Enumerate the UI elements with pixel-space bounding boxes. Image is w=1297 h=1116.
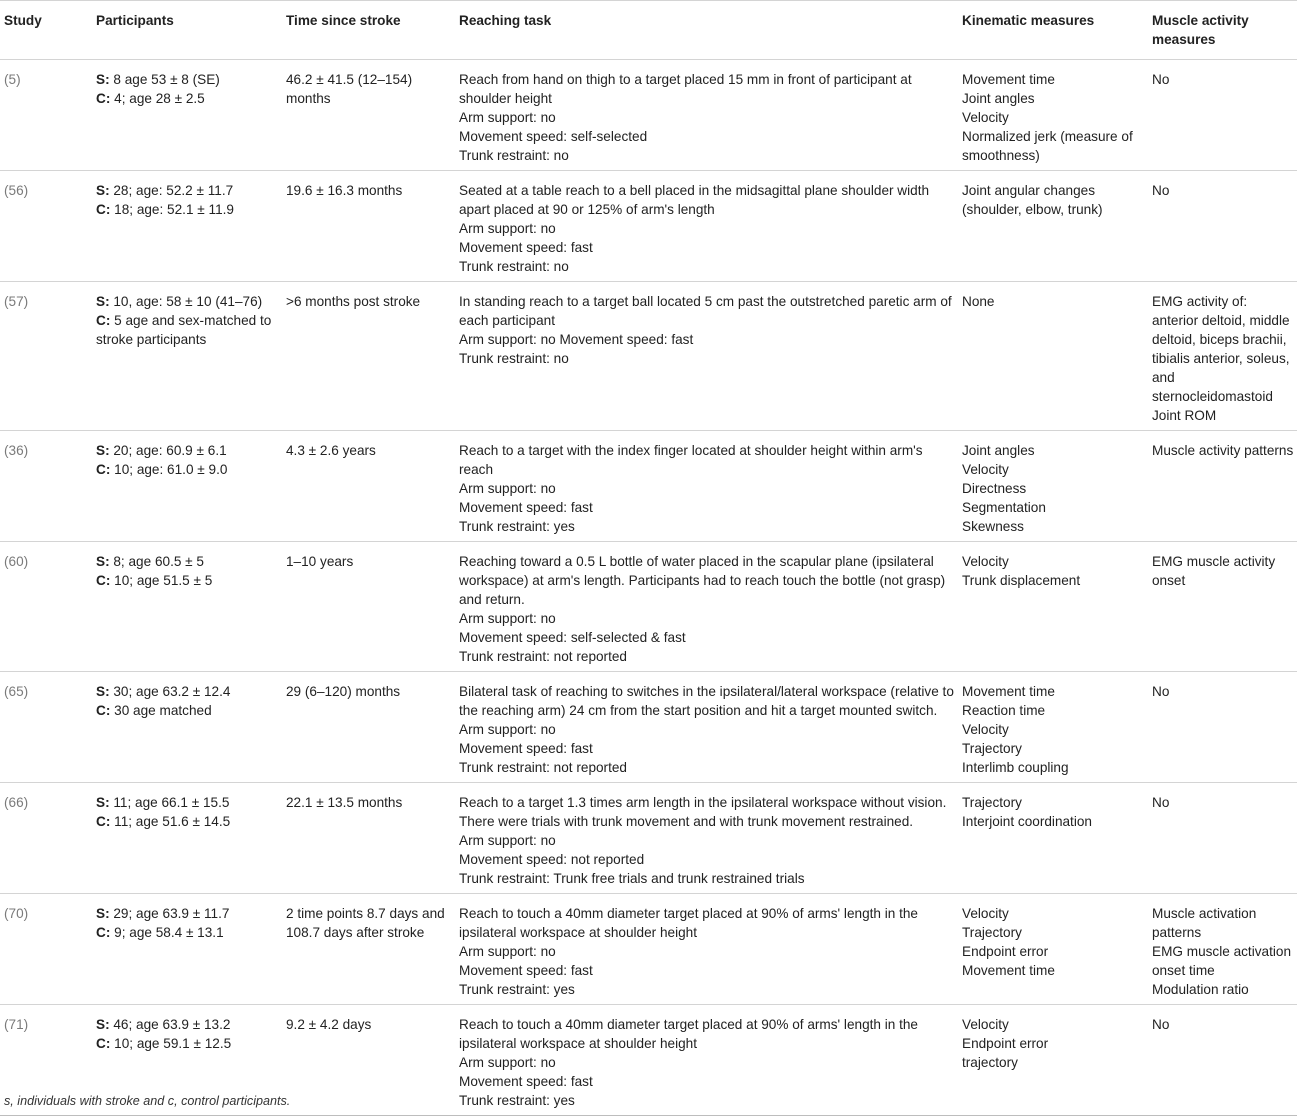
participant-group-label: S: xyxy=(96,72,110,87)
participant-group-label: C: xyxy=(96,703,111,718)
participant-group-value: 20; age: 60.9 ± 6.1 xyxy=(113,443,227,458)
muscle-activity-measure: Modulation ratio xyxy=(1152,982,1249,997)
table-row xyxy=(0,60,1297,171)
muscle-activity-measure: Muscle activity patterns xyxy=(1152,443,1294,458)
table-row xyxy=(0,783,1297,894)
time-since-stroke-cell: 22.1 ± 13.5 months xyxy=(286,795,403,810)
reaching-task-line: Trunk restraint: Trunk free trials and trunk restrained trials xyxy=(459,871,805,886)
header-muscle-activity-measures: Muscle activity measures xyxy=(1152,13,1249,47)
reaching-task-line: Reaching toward a 0.5 L bottle of water placed in the scapular plane (ipsilateral workspace) at arm's length. Participants had to reach touch the bottle (not grasp) and return. xyxy=(459,554,946,607)
participant-group-value: 18; age: 52.1 ± 11.9 xyxy=(114,202,234,217)
muscle-activity-measure: Joint ROM xyxy=(1152,408,1217,423)
kinematic-measure: Trunk displacement xyxy=(962,573,1081,588)
reaching-task-cell xyxy=(455,60,958,171)
participant-group xyxy=(96,181,280,200)
time-since-stroke-cell: 2 time points 8.7 days and 108.7 days after stroke xyxy=(286,906,445,940)
reaching-task-line: Arm support: no xyxy=(459,1055,556,1070)
kinematic-measure: Trajectory xyxy=(962,795,1022,810)
study-reference-link: (5) xyxy=(4,72,21,87)
participant-group-value: 46; age 63.9 ± 13.2 xyxy=(113,1017,231,1032)
participant-group-label: C: xyxy=(96,313,111,328)
participant-group xyxy=(96,904,280,923)
reaching-task-line: Arm support: no Movement speed: fast xyxy=(459,332,694,347)
reaching-task-line: Movement speed: self-selected & fast xyxy=(459,630,686,645)
muscle-activity-cell xyxy=(1148,1005,1297,1116)
participant-group-label: C: xyxy=(96,925,111,940)
participant-group-label: S: xyxy=(96,183,110,198)
table-row xyxy=(0,894,1297,1005)
participants-cell xyxy=(92,431,282,542)
reaching-task-line: Arm support: no xyxy=(459,722,556,737)
kinematic-measure: Interlimb coupling xyxy=(962,760,1069,775)
study-cell xyxy=(0,894,92,1005)
participant-group xyxy=(96,70,280,89)
participant-group-label: C: xyxy=(96,573,111,588)
muscle-activity-cell xyxy=(1148,542,1297,672)
kinematic-measure: Velocity xyxy=(962,462,1009,477)
reaching-task-cell xyxy=(455,672,958,783)
table-row xyxy=(0,282,1297,431)
kinematic-measure: Segmentation xyxy=(962,500,1046,515)
kinematic-measures-cell xyxy=(958,542,1148,672)
muscle-activity-measure: No xyxy=(1152,72,1170,87)
participant-group-value: 10; age 51.5 ± 5 xyxy=(114,573,213,588)
header-participants: Participants xyxy=(96,13,174,28)
muscle-activity-measure: No xyxy=(1152,183,1170,198)
participants-cell xyxy=(92,894,282,1005)
muscle-activity-cell xyxy=(1148,894,1297,1005)
study-reference-link: (57) xyxy=(4,294,29,309)
participant-group-value: 30; age 63.2 ± 12.4 xyxy=(113,684,231,699)
reaching-task-line: Trunk restraint: no xyxy=(459,351,569,366)
kinematic-measure: Interjoint coordination xyxy=(962,814,1092,829)
muscle-activity-cell xyxy=(1148,672,1297,783)
kinematic-measure: Velocity xyxy=(962,722,1009,737)
reaching-task-line: Movement speed: fast xyxy=(459,741,593,756)
kinematic-measures-cell xyxy=(958,894,1148,1005)
kinematic-measures-cell xyxy=(958,431,1148,542)
reaching-task-cell xyxy=(455,171,958,282)
time-since-stroke-cell: 46.2 ± 41.5 (12–154) months xyxy=(286,72,413,106)
reaching-task-line: Movement speed: fast xyxy=(459,500,593,515)
kinematic-measures-cell xyxy=(958,1005,1148,1116)
muscle-activity-cell xyxy=(1148,783,1297,894)
time-since-stroke-cell: 19.6 ± 16.3 months xyxy=(286,183,403,198)
participant-group-value: 8; age 60.5 ± 5 xyxy=(113,554,204,569)
reaching-task-line: Arm support: no xyxy=(459,110,556,125)
study-cell xyxy=(0,672,92,783)
reaching-task-cell xyxy=(455,894,958,1005)
reaching-task-line: In standing reach to a target ball located 5 cm past the outstretched paretic arm of each participant xyxy=(459,294,952,328)
kinematic-measure: Trajectory xyxy=(962,741,1022,756)
kinematic-measure: Velocity xyxy=(962,554,1009,569)
reaching-task-line: Trunk restraint: not reported xyxy=(459,760,627,775)
participants-cell xyxy=(92,672,282,783)
participants-cell xyxy=(92,60,282,171)
participant-group xyxy=(96,552,280,571)
participant-group-label: C: xyxy=(96,1036,111,1051)
kinematic-measure: Normalized jerk (measure of smoothness) xyxy=(962,129,1133,163)
participant-group-value: 4; age 28 ± 2.5 xyxy=(114,91,205,106)
reaching-task-line: Movement speed: fast xyxy=(459,1074,593,1089)
study-reference-link: (70) xyxy=(4,906,29,921)
kinematic-measures-cell xyxy=(958,672,1148,783)
kinematic-measure: trajectory xyxy=(962,1055,1018,1070)
participant-group xyxy=(96,701,280,720)
reaching-task-line: Reach to a target with the index finger located at shoulder height within arm's reach xyxy=(459,443,923,477)
participant-group-label: S: xyxy=(96,795,110,810)
participant-group xyxy=(96,311,280,349)
study-cell xyxy=(0,171,92,282)
reaching-task-line: Arm support: no xyxy=(459,833,556,848)
reaching-task-line: Reach from hand on thigh to a target placed 15 mm in front of participant at shoulder height xyxy=(459,72,912,106)
participant-group xyxy=(96,923,280,942)
reaching-task-line: Trunk restraint: not reported xyxy=(459,649,627,664)
kinematic-measure: Endpoint error xyxy=(962,944,1049,959)
reaching-task-line: Movement speed: self-selected xyxy=(459,129,648,144)
time-since-stroke-cell: 4.3 ± 2.6 years xyxy=(286,443,376,458)
study-cell xyxy=(0,60,92,171)
kinematic-measure: Skewness xyxy=(962,519,1024,534)
participant-group-value: 5 age and sex-matched to stroke participants xyxy=(96,313,272,347)
participant-group xyxy=(96,793,280,812)
study-cell xyxy=(0,282,92,431)
reaching-task-line: Movement speed: fast xyxy=(459,240,593,255)
participant-group-label: S: xyxy=(96,554,110,569)
header-study: Study xyxy=(4,13,42,28)
study-reference-link: (36) xyxy=(4,443,29,458)
reaching-task-line: Reach to touch a 40mm diameter target placed at 90% of arms' length in the ipsilateral workspace at shoulder height xyxy=(459,906,918,940)
table-body xyxy=(0,60,1297,1116)
reaching-task-line: Trunk restraint: no xyxy=(459,259,569,274)
participant-group xyxy=(96,682,280,701)
reaching-task-line: Arm support: no xyxy=(459,944,556,959)
participant-group-label: C: xyxy=(96,91,111,106)
kinematic-measure: Movement time xyxy=(962,963,1055,978)
reaching-task-line: Arm support: no xyxy=(459,481,556,496)
reaching-task-cell xyxy=(455,282,958,431)
participant-group-label: S: xyxy=(96,1017,110,1032)
kinematic-measures-cell xyxy=(958,783,1148,894)
participant-group xyxy=(96,1015,280,1034)
study-reference-link: (56) xyxy=(4,183,29,198)
kinematic-measure: Movement time xyxy=(962,684,1055,699)
participant-group-value: 10; age: 61.0 ± 9.0 xyxy=(114,462,228,477)
time-since-stroke-cell: 9.2 ± 4.2 days xyxy=(286,1017,372,1032)
table-row xyxy=(0,171,1297,282)
participant-group xyxy=(96,200,280,219)
table-row xyxy=(0,542,1297,672)
reaching-task-line: Bilateral task of reaching to switches in the ipsilateral/lateral workspace (relative to the reaching arm) 24 cm from the start position and hit a target mounted switch. xyxy=(459,684,954,718)
kinematic-measure: Velocity xyxy=(962,1017,1009,1032)
reaching-task-line: Trunk restraint: yes xyxy=(459,982,575,997)
reaching-task-cell xyxy=(455,431,958,542)
kinematic-measure: Endpoint error xyxy=(962,1036,1049,1051)
reaching-task-cell xyxy=(455,542,958,672)
reaching-task-line: Trunk restraint: no xyxy=(459,148,569,163)
participant-group-value: 10; age 59.1 ± 12.5 xyxy=(114,1036,232,1051)
participant-group-label: S: xyxy=(96,443,110,458)
muscle-activity-measure: EMG muscle activation onset time xyxy=(1152,944,1292,978)
table-footnote: s, individuals with stroke and c, control participants. xyxy=(4,1094,291,1108)
muscle-activity-measure: EMG activity of: anterior deltoid, middle deltoid, biceps brachii, tibialis anterior, soleus, and sternocleidomastoid xyxy=(1152,294,1290,404)
participant-group-value: 11; age 51.6 ± 14.5 xyxy=(114,814,231,829)
participants-cell xyxy=(92,542,282,672)
header-row xyxy=(0,1,1297,60)
reaching-task-line: Trunk restraint: yes xyxy=(459,519,575,534)
participant-group-value: 30 age matched xyxy=(114,703,212,718)
participant-group xyxy=(96,571,280,590)
header-kinematic-measures: Kinematic measures xyxy=(962,13,1095,28)
participant-group-value: 9; age 58.4 ± 13.1 xyxy=(114,925,224,940)
kinematic-measure: Velocity xyxy=(962,110,1009,125)
kinematic-measure: Trajectory xyxy=(962,925,1022,940)
participant-group xyxy=(96,89,280,108)
study-reference-link: (71) xyxy=(4,1017,29,1032)
time-since-stroke-cell: 29 (6–120) months xyxy=(286,684,401,699)
time-since-stroke-cell: 1–10 years xyxy=(286,554,354,569)
reaching-task-line: Seated at a table reach to a bell placed in the midsagittal plane shoulder width apart placed at 90 or 125% of arm's length xyxy=(459,183,930,217)
reaching-task-line: Arm support: no xyxy=(459,611,556,626)
reaching-task-line: Movement speed: fast xyxy=(459,963,593,978)
reaching-task-cell xyxy=(455,783,958,894)
participant-group-value: 29; age 63.9 ± 11.7 xyxy=(113,906,230,921)
study-reference-link: (65) xyxy=(4,684,29,699)
kinematic-measure: Directness xyxy=(962,481,1027,496)
study-cell xyxy=(0,431,92,542)
participant-group-value: 8 age 53 ± 8 (SE) xyxy=(113,72,220,87)
muscle-activity-measure: No xyxy=(1152,795,1170,810)
reaching-task-line: Reach to a target 1.3 times arm length in the ipsilateral workspace without vision. There were trials with trunk movement and with trunk movement restrained. xyxy=(459,795,947,829)
participant-group-label: S: xyxy=(96,906,110,921)
participant-group-value: 10, age: 58 ± 10 (41–76) xyxy=(113,294,263,309)
participant-group-label: C: xyxy=(96,202,111,217)
muscle-activity-cell xyxy=(1148,60,1297,171)
reaching-task-line: Trunk restraint: yes xyxy=(459,1093,575,1108)
participant-group xyxy=(96,460,280,479)
muscle-activity-measure: EMG muscle activity onset xyxy=(1152,554,1276,588)
participant-group-label: C: xyxy=(96,462,111,477)
reaching-task-line: Arm support: no xyxy=(459,221,556,236)
kinematic-measures-cell xyxy=(958,60,1148,171)
reaching-task-line: Reach to touch a 40mm diameter target placed at 90% of arms' length in the ipsilateral workspace at shoulder height xyxy=(459,1017,918,1051)
muscle-activity-measure: Muscle activation patterns xyxy=(1152,906,1257,940)
study-cell xyxy=(0,542,92,672)
muscle-activity-measure: No xyxy=(1152,684,1170,699)
participant-group-value: 28; age: 52.2 ± 11.7 xyxy=(113,183,234,198)
kinematic-measure: Joint angles xyxy=(962,443,1035,458)
header-time-since-stroke: Time since stroke xyxy=(286,13,401,28)
reaching-task-line: Movement speed: not reported xyxy=(459,852,645,867)
table-row xyxy=(0,431,1297,542)
kinematic-measure: Joint angles xyxy=(962,91,1035,106)
muscle-activity-measure: No xyxy=(1152,1017,1170,1032)
time-since-stroke-cell: >6 months post stroke xyxy=(286,294,421,309)
participant-group xyxy=(96,1034,280,1053)
participant-group-label: S: xyxy=(96,684,110,699)
study-reference-link: (66) xyxy=(4,795,29,810)
participant-group xyxy=(96,292,280,311)
header-reaching-task: Reaching task xyxy=(459,13,552,28)
study-cell xyxy=(0,783,92,894)
participants-cell xyxy=(92,783,282,894)
participant-group xyxy=(96,812,280,831)
kinematic-measure: Reaction time xyxy=(962,703,1046,718)
muscle-activity-cell xyxy=(1148,431,1297,542)
kinematic-measure: Movement time xyxy=(962,72,1055,87)
kinematic-measure: None xyxy=(962,294,995,309)
muscle-activity-cell xyxy=(1148,282,1297,431)
participant-group-label: C: xyxy=(96,814,111,829)
study-reference-link: (60) xyxy=(4,554,29,569)
kinematic-measure: Velocity xyxy=(962,906,1009,921)
kinematic-measure: Joint angular changes (shoulder, elbow, trunk) xyxy=(962,183,1103,217)
reaching-task-cell xyxy=(455,1005,958,1116)
kinematic-measures-cell xyxy=(958,171,1148,282)
table-row xyxy=(0,672,1297,783)
participant-group-label: S: xyxy=(96,294,110,309)
participants-cell xyxy=(92,282,282,431)
muscle-activity-cell xyxy=(1148,171,1297,282)
participant-group xyxy=(96,441,280,460)
kinematic-measures-cell xyxy=(958,282,1148,431)
participants-cell xyxy=(92,171,282,282)
participant-group-value: 11; age 66.1 ± 15.5 xyxy=(113,795,230,810)
